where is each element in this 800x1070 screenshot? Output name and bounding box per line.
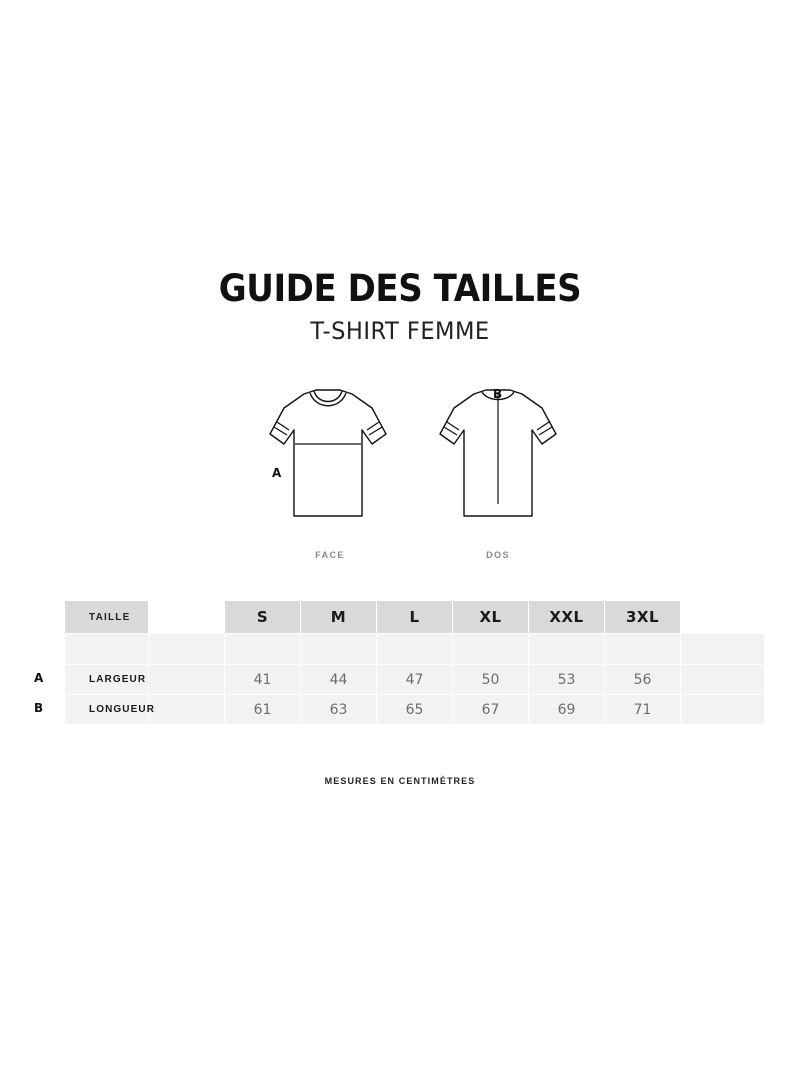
spacer-cell-8	[605, 634, 681, 665]
title-block	[0, 267, 800, 345]
cell-largeur-xxl: 53	[529, 665, 605, 695]
measure-marker-b: B	[493, 387, 503, 401]
header-size-l: L	[377, 601, 453, 634]
table-spacer-row	[65, 634, 765, 665]
cell-largeur-l: 47	[377, 665, 453, 695]
header-size-s: S	[225, 601, 301, 634]
front-caption: FACE	[315, 550, 345, 560]
cell-longueur-m: 63	[301, 695, 377, 725]
row-label-largeur: LARGEUR	[65, 665, 149, 695]
row-spacer-cell-longueur	[149, 695, 225, 725]
spacer-cell-9	[681, 634, 765, 665]
tshirt-back-illustration	[418, 378, 578, 533]
table-header-row	[65, 601, 765, 634]
measure-marker-a: A	[272, 466, 282, 480]
size-table	[64, 600, 765, 725]
tshirt-front-illustration	[248, 378, 408, 533]
cell-largeur-3xl: 56	[605, 665, 681, 695]
row-spacer-cell-largeur	[149, 665, 225, 695]
spacer-cell-4	[301, 634, 377, 665]
header-spacer-cell	[149, 601, 225, 634]
units-footnote: MESURES EN CENTIMÈTRES	[324, 776, 476, 786]
row-end-cell-longueur	[681, 695, 765, 725]
header-size-3xl: 3XL	[605, 601, 681, 634]
size-table-wrapper	[64, 600, 764, 725]
cell-largeur-s: 41	[225, 665, 301, 695]
back-caption: DOS	[486, 550, 510, 560]
spacer-cell-1	[65, 634, 149, 665]
cell-largeur-m: 44	[301, 665, 377, 695]
spacer-cell-3	[225, 634, 301, 665]
shirt-illustrations	[0, 378, 800, 568]
row-marker-a: A	[34, 671, 44, 685]
header-end-cell	[681, 601, 765, 634]
cell-longueur-3xl: 71	[605, 695, 681, 725]
cell-longueur-xxl: 69	[529, 695, 605, 725]
header-label-taille: TAILLE	[65, 601, 149, 634]
header-size-xl: XL	[453, 601, 529, 634]
spacer-cell-2	[149, 634, 225, 665]
table-row	[65, 665, 765, 695]
row-label-longueur: LONGUEUR	[65, 695, 149, 725]
cell-longueur-s: 61	[225, 695, 301, 725]
page-subtitle: T-SHIRT FEMME	[310, 316, 490, 345]
spacer-cell-5	[377, 634, 453, 665]
spacer-cell-6	[453, 634, 529, 665]
header-size-m: M	[301, 601, 377, 634]
page-title: GUIDE DES TAILLES	[218, 267, 582, 310]
row-end-cell-largeur	[681, 665, 765, 695]
table-row	[65, 695, 765, 725]
spacer-cell-7	[529, 634, 605, 665]
row-marker-b: B	[34, 701, 44, 715]
cell-largeur-xl: 50	[453, 665, 529, 695]
cell-longueur-xl: 67	[453, 695, 529, 725]
cell-longueur-l: 65	[377, 695, 453, 725]
header-size-xxl: XXL	[529, 601, 605, 634]
